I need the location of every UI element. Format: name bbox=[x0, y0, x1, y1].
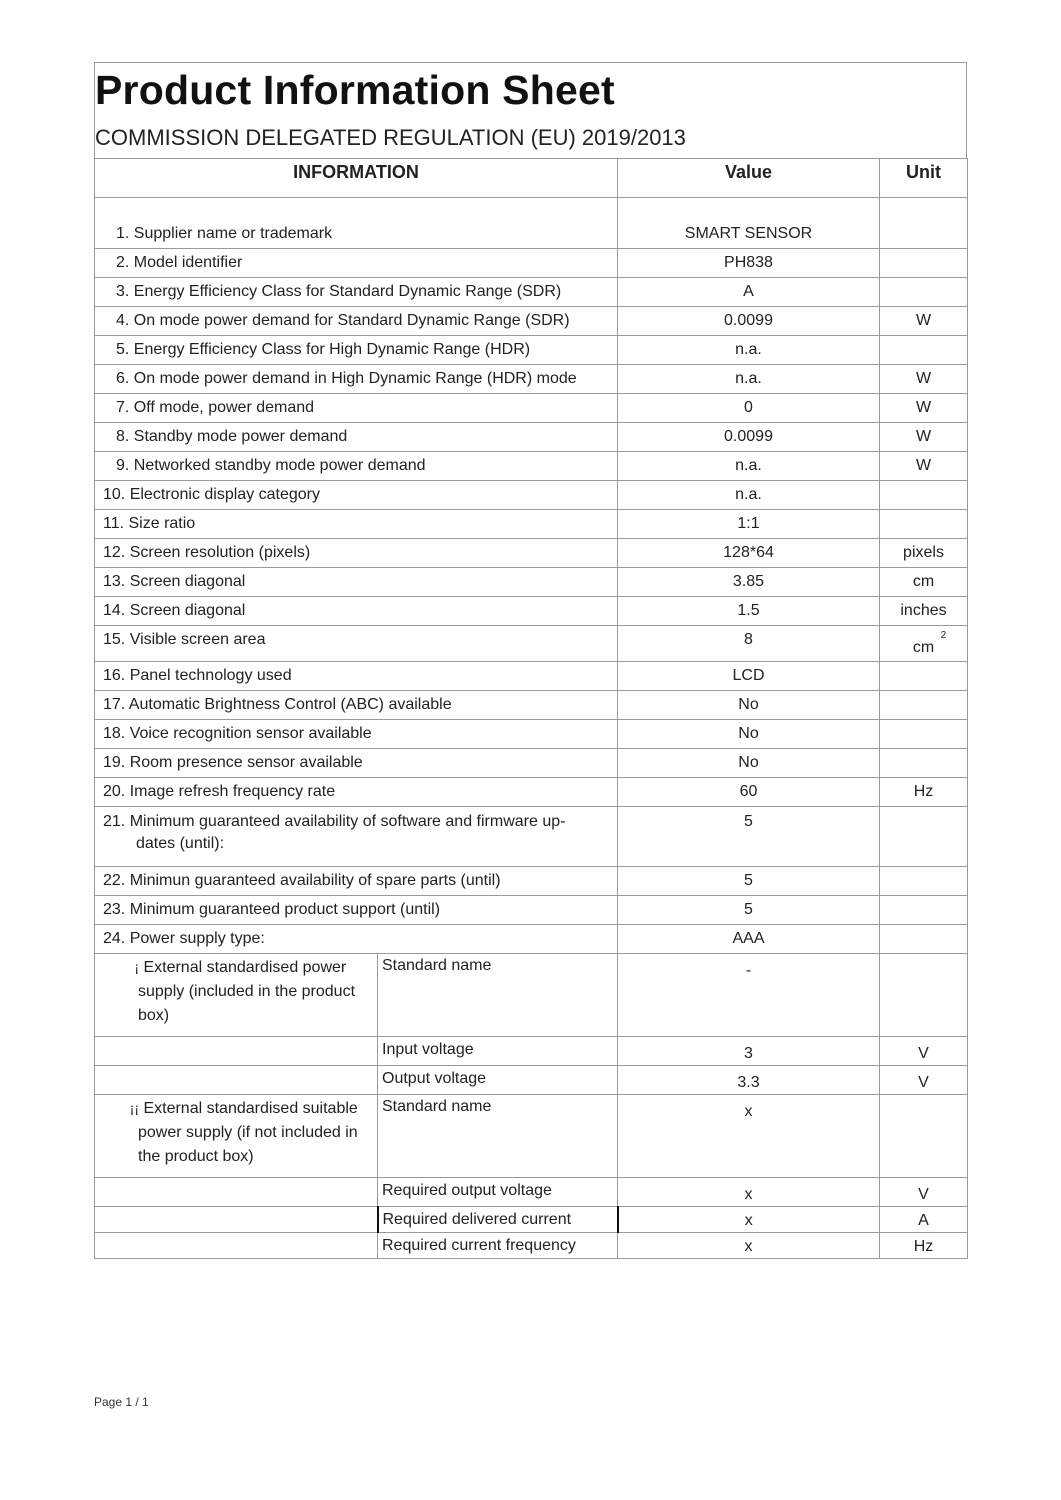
row-label: 9. Networked standby mode power demand bbox=[95, 452, 618, 481]
row-unit bbox=[880, 1095, 968, 1178]
page-title: Product Information Sheet bbox=[95, 67, 615, 113]
table-row bbox=[95, 720, 968, 749]
table-row bbox=[95, 336, 968, 365]
label-line2: supply (included in the product bbox=[138, 983, 356, 1000]
unit-superscript: 2 bbox=[940, 630, 947, 641]
row-label: 2. Model identifier bbox=[95, 249, 618, 278]
row-label: 1. Supplier name or trademark bbox=[95, 198, 618, 249]
table-row bbox=[95, 394, 968, 423]
unit-text: cm bbox=[912, 639, 935, 656]
table-row bbox=[95, 539, 968, 568]
row-unit: W bbox=[880, 307, 968, 336]
table-row bbox=[95, 867, 968, 896]
row-label: 11. Size ratio bbox=[95, 510, 618, 539]
table-row bbox=[95, 278, 968, 307]
page-number: Page 1 / 1 bbox=[94, 1395, 149, 1409]
row-unit bbox=[880, 336, 968, 365]
table-row bbox=[95, 423, 968, 452]
row-unit bbox=[880, 807, 968, 867]
row-label: 18. Voice recognition sensor available bbox=[95, 720, 618, 749]
table-row bbox=[95, 749, 968, 778]
row-label: 8. Standby mode power demand bbox=[95, 423, 618, 452]
row-value: n.a. bbox=[618, 452, 880, 481]
row-value: LCD bbox=[618, 662, 880, 691]
row-value: No bbox=[618, 749, 880, 778]
row-value: n.a. bbox=[618, 481, 880, 510]
row-unit: cm bbox=[880, 568, 968, 597]
row-value: x bbox=[618, 1178, 880, 1207]
row-value: n.a. bbox=[618, 365, 880, 394]
row-label: 17. Automatic Brightness Control (ABC) available bbox=[95, 691, 618, 720]
row-label: 5. Energy Efficiency Class for High Dynamic Range (HDR) bbox=[95, 336, 618, 365]
table-row bbox=[95, 1207, 968, 1233]
sheet-header bbox=[94, 62, 967, 158]
table-row bbox=[95, 807, 968, 867]
empty-cell bbox=[95, 1066, 378, 1095]
row-label bbox=[95, 807, 618, 867]
row-label-line2: dates (until): bbox=[136, 835, 225, 852]
row-label: 10. Electronic display category bbox=[95, 481, 618, 510]
row-unit: V bbox=[880, 1066, 968, 1095]
row-value: 5 bbox=[618, 867, 880, 896]
table-row bbox=[95, 626, 968, 662]
table-header-row bbox=[95, 159, 968, 198]
row-unit bbox=[880, 896, 968, 925]
row-unit: pixels bbox=[880, 539, 968, 568]
row-value: 60 bbox=[618, 778, 880, 807]
row-unit bbox=[880, 510, 968, 539]
row-label: 12. Screen resolution (pixels) bbox=[95, 539, 618, 568]
table-row bbox=[95, 1037, 968, 1066]
row-value: 5 bbox=[618, 807, 880, 867]
row-label: 19. Room presence sensor available bbox=[95, 749, 618, 778]
row-label: 4. On mode power demand for Standard Dynamic Range (SDR) bbox=[95, 307, 618, 336]
label-line1: External standardised suitable bbox=[143, 1100, 358, 1117]
row-label: 20. Image refresh frequency rate bbox=[95, 778, 618, 807]
table-row bbox=[95, 1233, 968, 1259]
product-information-sheet bbox=[94, 62, 967, 1259]
row-value: 0.0099 bbox=[618, 423, 880, 452]
table-row bbox=[95, 307, 968, 336]
row-label: 3. Energy Efficiency Class for Standard Dynamic Range (SDR) bbox=[95, 278, 618, 307]
row-value: PH838 bbox=[618, 249, 880, 278]
row-label: 24. Power supply type: bbox=[95, 925, 618, 954]
label-line3: box) bbox=[138, 1007, 170, 1024]
row-unit bbox=[880, 278, 968, 307]
power-supply-suitable-label bbox=[95, 1095, 378, 1178]
row-value: 3.3 bbox=[618, 1066, 880, 1095]
row-label: 22. Minimun guaranteed availability of spare parts (until) bbox=[95, 867, 618, 896]
table-row bbox=[95, 1066, 968, 1095]
table-row bbox=[95, 249, 968, 278]
table-row bbox=[95, 1178, 968, 1207]
information-table bbox=[94, 158, 968, 1259]
table-row bbox=[95, 365, 968, 394]
row-value: 8 bbox=[618, 626, 880, 662]
header-information: INFORMATION bbox=[95, 159, 618, 198]
sub-label: Required current frequency bbox=[378, 1233, 618, 1259]
row-unit: V bbox=[880, 1178, 968, 1207]
row-value: n.a. bbox=[618, 336, 880, 365]
row-unit: W bbox=[880, 394, 968, 423]
row-unit: A bbox=[880, 1207, 968, 1233]
row-value: SMART SENSOR bbox=[618, 198, 880, 249]
row-value: AAA bbox=[618, 925, 880, 954]
empty-cell bbox=[95, 1178, 378, 1207]
power-supply-included-row bbox=[95, 954, 968, 1037]
row-value: 0 bbox=[618, 394, 880, 423]
sub-label: Standard name bbox=[378, 954, 618, 1037]
row-label: 13. Screen diagonal bbox=[95, 568, 618, 597]
row-value: No bbox=[618, 720, 880, 749]
row-value: x bbox=[618, 1095, 880, 1178]
unit-with-superscript bbox=[912, 630, 947, 659]
sub-label: Standard name bbox=[378, 1095, 618, 1178]
row-unit: Hz bbox=[880, 778, 968, 807]
row-label-line1: 21. Minimum guaranteed availability of software and firmware up- bbox=[103, 813, 566, 830]
row-unit: W bbox=[880, 365, 968, 394]
power-supply-included-label bbox=[95, 954, 378, 1037]
row-unit: inches bbox=[880, 597, 968, 626]
row-label: 16. Panel technology used bbox=[95, 662, 618, 691]
row-unit bbox=[880, 662, 968, 691]
empty-cell bbox=[95, 1207, 378, 1233]
row-unit bbox=[880, 925, 968, 954]
row-unit bbox=[880, 720, 968, 749]
row-unit: W bbox=[880, 423, 968, 452]
power-supply-suitable-row bbox=[95, 1095, 968, 1178]
sub-label: Required delivered current bbox=[378, 1207, 618, 1233]
row-unit bbox=[880, 198, 968, 249]
sub-label: Input voltage bbox=[378, 1037, 618, 1066]
row-value: x bbox=[618, 1207, 880, 1233]
empty-cell bbox=[95, 1037, 378, 1066]
table-row bbox=[95, 691, 968, 720]
table-row bbox=[95, 510, 968, 539]
row-unit bbox=[880, 954, 968, 1037]
row-label: 14. Screen diagonal bbox=[95, 597, 618, 626]
row-label: 6. On mode power demand in High Dynamic Range (HDR) mode bbox=[95, 365, 618, 394]
row-unit bbox=[880, 626, 968, 662]
row-unit bbox=[880, 249, 968, 278]
table-row bbox=[95, 778, 968, 807]
regulation-subtitle: COMMISSION DELEGATED REGULATION (EU) 2019/2013 bbox=[95, 125, 686, 150]
label-line2: power supply (if not included in bbox=[138, 1124, 358, 1141]
row-label: 15. Visible screen area bbox=[95, 626, 618, 662]
row-value: 3 bbox=[618, 1037, 880, 1066]
row-value: 5 bbox=[618, 896, 880, 925]
sub-label: Required output voltage bbox=[378, 1178, 618, 1207]
empty-cell bbox=[95, 1233, 378, 1259]
row-value: 3.85 bbox=[618, 568, 880, 597]
table-row bbox=[95, 896, 968, 925]
table-row bbox=[95, 925, 968, 954]
row-value: 1.5 bbox=[618, 597, 880, 626]
row-unit: V bbox=[880, 1037, 968, 1066]
row-unit: W bbox=[880, 452, 968, 481]
row-unit bbox=[880, 481, 968, 510]
table-row bbox=[95, 198, 968, 249]
row-unit: Hz bbox=[880, 1233, 968, 1259]
label-line1: External standardised power bbox=[143, 959, 347, 976]
row-label: 7. Off mode, power demand bbox=[95, 394, 618, 423]
table-row bbox=[95, 481, 968, 510]
row-unit bbox=[880, 749, 968, 778]
row-value: x bbox=[618, 1233, 880, 1259]
row-label: 23. Minimum guaranteed product support (until) bbox=[95, 896, 618, 925]
table-row bbox=[95, 452, 968, 481]
row-value: 0.0099 bbox=[618, 307, 880, 336]
row-value: 1:1 bbox=[618, 510, 880, 539]
roman-i-bullet: ¡ bbox=[134, 959, 139, 975]
row-value: No bbox=[618, 691, 880, 720]
row-unit bbox=[880, 867, 968, 896]
header-unit: Unit bbox=[880, 159, 968, 198]
sub-label: Output voltage bbox=[378, 1066, 618, 1095]
table-row bbox=[95, 662, 968, 691]
table-row bbox=[95, 568, 968, 597]
row-value: 128*64 bbox=[618, 539, 880, 568]
row-unit bbox=[880, 691, 968, 720]
table-row bbox=[95, 597, 968, 626]
label-line3: the product box) bbox=[138, 1148, 254, 1165]
row-value: - bbox=[618, 954, 880, 1037]
header-value: Value bbox=[618, 159, 880, 198]
roman-ii-bullet: ¡¡ bbox=[129, 1100, 139, 1116]
row-value: A bbox=[618, 278, 880, 307]
